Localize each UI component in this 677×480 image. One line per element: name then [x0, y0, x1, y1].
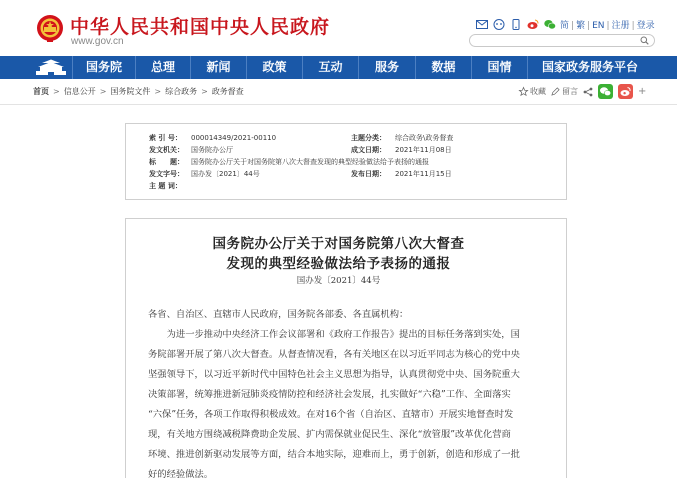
info-label: 主题分类：: [351, 134, 386, 142]
favorite-button[interactable]: [519, 86, 546, 97]
document-salutation: 各省、自治区、直辖市人民政府，国务院各部委、各直属机构：: [148, 309, 409, 320]
chevron-right-icon: >: [99, 87, 107, 96]
info-index-no: [149, 133, 276, 143]
chat-icon[interactable]: [544, 19, 556, 30]
breadcrumb-bar: [0, 79, 677, 105]
national-emblem-icon[interactable]: [36, 13, 64, 43]
nav-item-service[interactable]: 服务: [374, 60, 399, 74]
info-value: 000014349/2021-00110: [191, 134, 277, 142]
info-label: 发文字号：: [149, 170, 184, 178]
info-value: 综合政务\政务督查: [395, 134, 454, 142]
info-label: 索 引 号：: [149, 134, 182, 142]
document-text-line: 环境、推进创新驱动发展等方面，结合本地实际，迎难而上，勇于创新，创造和形成了一批: [148, 449, 520, 460]
nav-item-service-platform[interactable]: 国家政务服务平台: [541, 60, 638, 74]
document-number: 国办发〔2021〕44号: [296, 276, 381, 286]
document-text-line: 为进一步推动中央经济工作会议部署和《政府工作报告》提出的目标任务落到实处，国: [148, 329, 520, 340]
document-title-line-1: 国务院办公厅关于对国务院第八次大督查: [212, 236, 465, 252]
separator: |: [631, 21, 635, 31]
document-title-line-2: 发现的典型经验做法给予表扬的通报: [226, 256, 451, 272]
info-value: 2021年11月15日: [395, 170, 452, 178]
favorite-label: 收藏: [530, 87, 546, 96]
nav-item-policy[interactable]: 政策: [262, 60, 287, 74]
search-box: [469, 34, 655, 47]
tiananmen-home-icon[interactable]: [30, 58, 72, 77]
share-icon[interactable]: [583, 87, 593, 97]
pencil-icon: [551, 87, 560, 96]
breadcrumb-home[interactable]: 首页: [33, 87, 49, 96]
info-value: 国办发〔2021〕44号: [191, 170, 260, 178]
register-link[interactable]: 注册: [611, 21, 630, 31]
info-title: [149, 157, 429, 167]
wechat-share-icon[interactable]: [598, 84, 613, 99]
search-icon[interactable]: [640, 36, 649, 45]
lang-simplified-link[interactable]: 简: [560, 21, 570, 31]
breadcrumb-general-affairs[interactable]: 综合政务: [165, 87, 198, 96]
breadcrumb-state-docs[interactable]: 国务院文件: [110, 87, 151, 96]
info-publish-date: [351, 169, 452, 179]
comment-button[interactable]: [551, 86, 578, 97]
document-text-line: 决策部署，统筹推进新冠肺炎疫情防控和经济社会发展，扎实做好“六稳”工作、全面落实: [148, 389, 511, 400]
wechat-glyph-icon: [598, 84, 613, 99]
star-icon: [519, 87, 528, 96]
info-doc-no: [149, 169, 260, 179]
nav-items: [72, 56, 652, 79]
wechat-icon[interactable]: [493, 19, 505, 30]
info-label: 主 题 词：: [149, 182, 182, 190]
document-text-line: “六保”任务，各项工作取得积极成效。在对16个省（自治区、直辖市）开展实地督查时发: [148, 409, 514, 420]
site-title[interactable]: 中华人民共和国中央人民政府: [70, 16, 331, 38]
login-link[interactable]: 登录: [636, 21, 655, 31]
document-text-line: 好的经验做法。: [148, 469, 214, 480]
separator: |: [606, 21, 610, 31]
document-text-line: 务院部署开展了第八次大督查。从督查情况看，各有关地区在以习近平同志为核心的党中央: [148, 349, 520, 360]
more-share-button[interactable]: +: [638, 86, 647, 97]
info-label: 发文机关：: [149, 146, 184, 154]
separator: |: [587, 21, 591, 31]
document-text-line: 现，有关地方围绕减税降费助企发展、扩内需保就业促民生、深化“放管服”改革优化营商: [148, 429, 511, 440]
breadcrumb: [33, 86, 244, 97]
lang-english-link[interactable]: EN: [592, 21, 605, 31]
weibo-share-icon[interactable]: [618, 84, 633, 99]
chevron-right-icon: >: [154, 87, 162, 96]
search-input[interactable]: [476, 42, 636, 53]
info-value: 2021年11月08日: [395, 146, 452, 154]
site-url: www.gov.cn: [71, 36, 124, 47]
site-header: [0, 0, 677, 56]
nav-item-interaction[interactable]: 互动: [318, 60, 343, 74]
comment-label: 留言: [562, 87, 578, 96]
weibo-glyph-icon: [618, 84, 633, 99]
nav-item-state-council[interactable]: 国务院: [85, 60, 122, 74]
info-label: 成文日期：: [351, 146, 386, 154]
nav-item-data[interactable]: 数据: [431, 60, 456, 74]
nav-item-premier[interactable]: 总理: [150, 60, 175, 74]
info-keywords: [149, 181, 191, 191]
nav-item-national-info[interactable]: 国情: [487, 60, 512, 74]
language-links: [560, 18, 655, 31]
chevron-right-icon: >: [53, 87, 60, 96]
info-issuer: [149, 145, 233, 155]
weibo-icon[interactable]: [527, 19, 539, 30]
breadcrumb-info-public[interactable]: 信息公开: [63, 87, 96, 96]
mail-icon[interactable]: [476, 19, 488, 30]
mobile-icon[interactable]: [510, 19, 522, 30]
info-label: 标 题：: [149, 158, 184, 166]
info-written-date: [351, 145, 452, 155]
separator: |: [571, 21, 575, 31]
breadcrumb-supervision[interactable]: 政务督查: [211, 87, 244, 96]
info-category: [351, 133, 453, 143]
info-value: 国务院办公厅: [191, 146, 233, 154]
top-icon-bar: [476, 17, 556, 31]
info-value: 国务院办公厅关于对国务院第八次大督查发现的典型经验做法给予表扬的通报: [191, 158, 429, 166]
page-tools: [519, 84, 646, 99]
lang-traditional-link[interactable]: 繁: [576, 21, 586, 31]
info-label: 发布日期：: [351, 170, 386, 178]
nav-item-news[interactable]: 新闻: [206, 60, 231, 74]
chevron-right-icon: >: [201, 87, 208, 96]
document-text-line: 坚强领导下，以习近平新时代中国特色社会主义思想为指导，认真贯彻党中央、国务院重大: [148, 369, 520, 380]
main-nav: [0, 56, 677, 79]
